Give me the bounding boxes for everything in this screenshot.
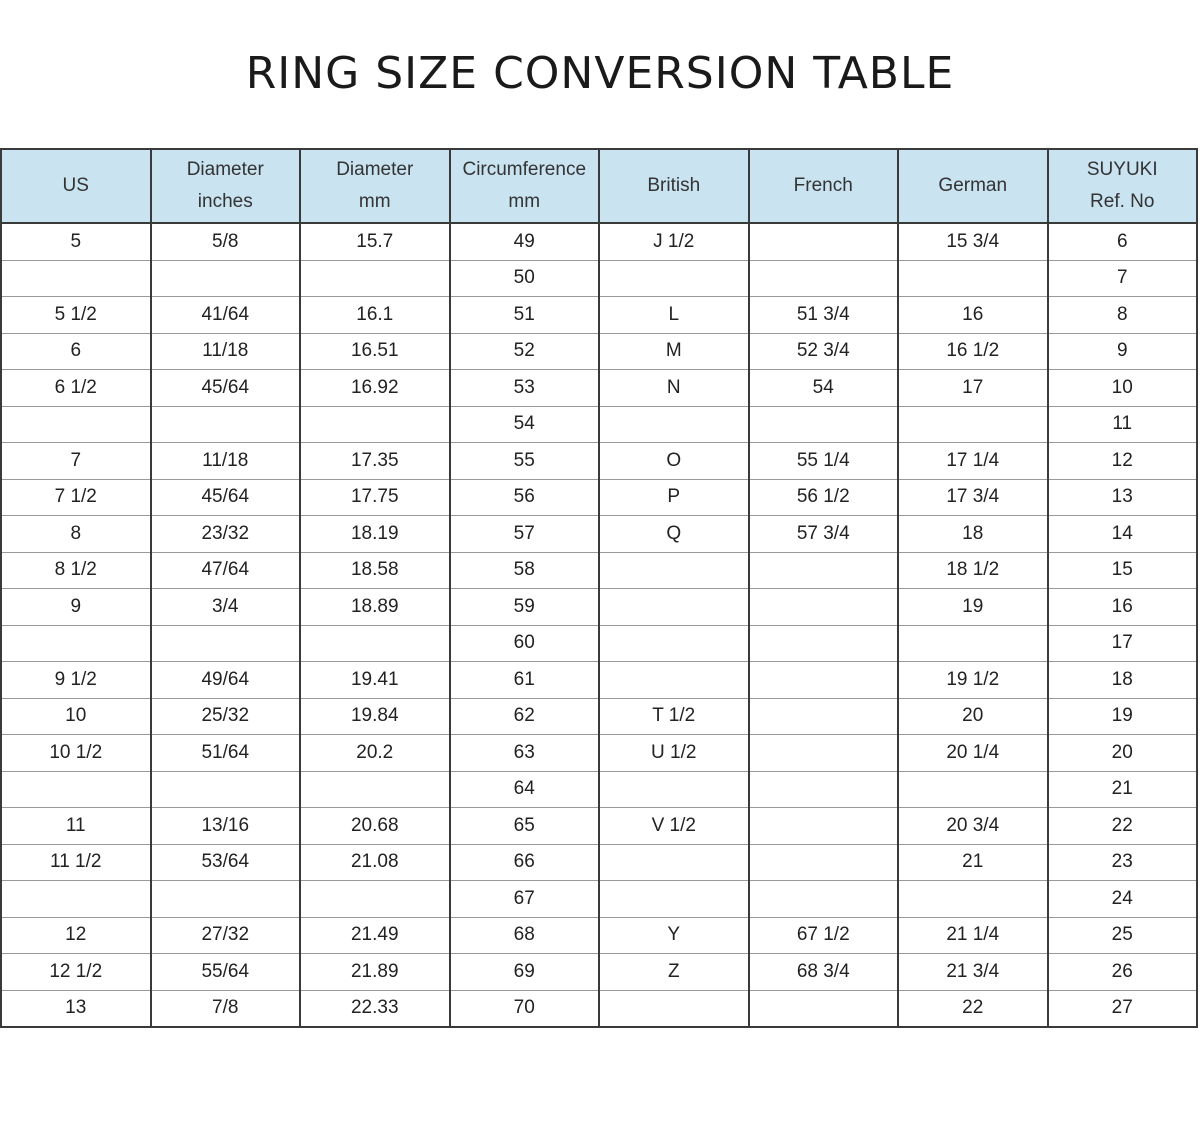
cell-british: P bbox=[599, 479, 749, 516]
cell-diameter-mm: 17.35 bbox=[300, 443, 450, 480]
cell-german: 21 3/4 bbox=[898, 954, 1048, 991]
cell-german: 18 bbox=[898, 516, 1048, 553]
cell-diameter-inches bbox=[151, 260, 301, 297]
cell-german: 15 3/4 bbox=[898, 223, 1048, 260]
cell-german: 20 3/4 bbox=[898, 808, 1048, 845]
table-row bbox=[1, 516, 1197, 553]
cell-german: 18 1/2 bbox=[898, 552, 1048, 589]
cell-diameter-mm: 19.84 bbox=[300, 698, 450, 735]
column-header-circumference-mm: Circumference mm bbox=[450, 149, 600, 223]
cell-german: 21 bbox=[898, 844, 1048, 881]
cell-us: 5 bbox=[1, 223, 151, 260]
cell-british: O bbox=[599, 443, 749, 480]
cell-suyuki-ref: 20 bbox=[1048, 735, 1198, 772]
table-row bbox=[1, 406, 1197, 443]
cell-british bbox=[599, 589, 749, 626]
cell-german: 17 bbox=[898, 370, 1048, 407]
cell-french bbox=[749, 589, 899, 626]
cell-diameter-mm: 18.89 bbox=[300, 589, 450, 626]
cell-british bbox=[599, 881, 749, 918]
page-title: RING SIZE CONVERSION TABLE bbox=[245, 48, 955, 99]
cell-us: 10 bbox=[1, 698, 151, 735]
cell-circumference-mm: 60 bbox=[450, 625, 600, 662]
table-row bbox=[1, 479, 1197, 516]
cell-french: 68 3/4 bbox=[749, 954, 899, 991]
cell-suyuki-ref: 27 bbox=[1048, 990, 1198, 1027]
cell-us bbox=[1, 771, 151, 808]
cell-diameter-mm: 15.7 bbox=[300, 223, 450, 260]
cell-suyuki-ref: 21 bbox=[1048, 771, 1198, 808]
table-row bbox=[1, 771, 1197, 808]
table-row bbox=[1, 881, 1197, 918]
cell-us: 7 1/2 bbox=[1, 479, 151, 516]
table-row bbox=[1, 844, 1197, 881]
cell-suyuki-ref: 13 bbox=[1048, 479, 1198, 516]
cell-circumference-mm: 58 bbox=[450, 552, 600, 589]
cell-british: T 1/2 bbox=[599, 698, 749, 735]
cell-suyuki-ref: 14 bbox=[1048, 516, 1198, 553]
cell-german: 16 1/2 bbox=[898, 333, 1048, 370]
cell-french bbox=[749, 662, 899, 699]
cell-suyuki-ref: 24 bbox=[1048, 881, 1198, 918]
cell-german: 17 1/4 bbox=[898, 443, 1048, 480]
cell-us: 8 1/2 bbox=[1, 552, 151, 589]
cell-circumference-mm: 56 bbox=[450, 479, 600, 516]
cell-us bbox=[1, 625, 151, 662]
cell-british: L bbox=[599, 297, 749, 334]
cell-diameter-inches: 23/32 bbox=[151, 516, 301, 553]
cell-french: 51 3/4 bbox=[749, 297, 899, 334]
cell-us bbox=[1, 260, 151, 297]
table-row bbox=[1, 260, 1197, 297]
table-row bbox=[1, 698, 1197, 735]
cell-french bbox=[749, 223, 899, 260]
cell-diameter-inches: 41/64 bbox=[151, 297, 301, 334]
cell-french: 52 3/4 bbox=[749, 333, 899, 370]
cell-us: 9 bbox=[1, 589, 151, 626]
cell-circumference-mm: 66 bbox=[450, 844, 600, 881]
table-row bbox=[1, 662, 1197, 699]
cell-us: 6 bbox=[1, 333, 151, 370]
column-header-french: French bbox=[749, 149, 899, 223]
cell-circumference-mm: 52 bbox=[450, 333, 600, 370]
cell-french: 57 3/4 bbox=[749, 516, 899, 553]
cell-circumference-mm: 69 bbox=[450, 954, 600, 991]
cell-us: 12 bbox=[1, 917, 151, 954]
cell-us: 11 bbox=[1, 808, 151, 845]
cell-circumference-mm: 54 bbox=[450, 406, 600, 443]
cell-german: 17 3/4 bbox=[898, 479, 1048, 516]
cell-circumference-mm: 55 bbox=[450, 443, 600, 480]
cell-us: 11 1/2 bbox=[1, 844, 151, 881]
header-row bbox=[1, 149, 1197, 223]
cell-diameter-inches: 27/32 bbox=[151, 917, 301, 954]
cell-diameter-inches bbox=[151, 771, 301, 808]
cell-circumference-mm: 59 bbox=[450, 589, 600, 626]
cell-suyuki-ref: 12 bbox=[1048, 443, 1198, 480]
cell-diameter-mm: 17.75 bbox=[300, 479, 450, 516]
cell-british: V 1/2 bbox=[599, 808, 749, 845]
cell-german: 21 1/4 bbox=[898, 917, 1048, 954]
cell-diameter-mm: 20.68 bbox=[300, 808, 450, 845]
cell-french bbox=[749, 260, 899, 297]
cell-us bbox=[1, 881, 151, 918]
cell-suyuki-ref: 9 bbox=[1048, 333, 1198, 370]
cell-diameter-inches: 45/64 bbox=[151, 370, 301, 407]
cell-diameter-mm: 18.58 bbox=[300, 552, 450, 589]
cell-british: Z bbox=[599, 954, 749, 991]
table-row bbox=[1, 443, 1197, 480]
cell-british bbox=[599, 771, 749, 808]
table-row bbox=[1, 808, 1197, 845]
cell-british: J 1/2 bbox=[599, 223, 749, 260]
cell-diameter-mm: 18.19 bbox=[300, 516, 450, 553]
cell-suyuki-ref: 18 bbox=[1048, 662, 1198, 699]
cell-french: 67 1/2 bbox=[749, 917, 899, 954]
cell-british: Y bbox=[599, 917, 749, 954]
cell-german: 22 bbox=[898, 990, 1048, 1027]
cell-british bbox=[599, 260, 749, 297]
cell-german bbox=[898, 260, 1048, 297]
table-row bbox=[1, 954, 1197, 991]
column-header-diameter-mm: Diameter mm bbox=[300, 149, 450, 223]
cell-diameter-mm bbox=[300, 260, 450, 297]
table-row bbox=[1, 552, 1197, 589]
cell-diameter-mm: 20.2 bbox=[300, 735, 450, 772]
cell-french bbox=[749, 881, 899, 918]
cell-british bbox=[599, 625, 749, 662]
cell-diameter-mm: 16.51 bbox=[300, 333, 450, 370]
cell-british bbox=[599, 662, 749, 699]
column-header-british: British bbox=[599, 149, 749, 223]
table-row bbox=[1, 625, 1197, 662]
cell-diameter-inches bbox=[151, 406, 301, 443]
cell-suyuki-ref: 7 bbox=[1048, 260, 1198, 297]
cell-diameter-inches: 13/16 bbox=[151, 808, 301, 845]
column-header-suyuki-ref: SUYUKI Ref. No bbox=[1048, 149, 1198, 223]
cell-suyuki-ref: 8 bbox=[1048, 297, 1198, 334]
table-row bbox=[1, 297, 1197, 334]
cell-diameter-inches bbox=[151, 625, 301, 662]
cell-british: N bbox=[599, 370, 749, 407]
cell-suyuki-ref: 6 bbox=[1048, 223, 1198, 260]
cell-us: 7 bbox=[1, 443, 151, 480]
cell-french bbox=[749, 698, 899, 735]
table-row bbox=[1, 370, 1197, 407]
table-row bbox=[1, 735, 1197, 772]
cell-diameter-inches: 47/64 bbox=[151, 552, 301, 589]
cell-german: 19 1/2 bbox=[898, 662, 1048, 699]
cell-diameter-inches bbox=[151, 881, 301, 918]
cell-german bbox=[898, 406, 1048, 443]
cell-circumference-mm: 64 bbox=[450, 771, 600, 808]
cell-circumference-mm: 51 bbox=[450, 297, 600, 334]
cell-french bbox=[749, 808, 899, 845]
cell-german: 19 bbox=[898, 589, 1048, 626]
cell-circumference-mm: 62 bbox=[450, 698, 600, 735]
cell-suyuki-ref: 16 bbox=[1048, 589, 1198, 626]
cell-british bbox=[599, 552, 749, 589]
cell-diameter-inches: 5/8 bbox=[151, 223, 301, 260]
cell-diameter-mm: 19.41 bbox=[300, 662, 450, 699]
cell-diameter-mm: 16.1 bbox=[300, 297, 450, 334]
cell-suyuki-ref: 10 bbox=[1048, 370, 1198, 407]
cell-suyuki-ref: 23 bbox=[1048, 844, 1198, 881]
cell-diameter-inches: 11/18 bbox=[151, 333, 301, 370]
cell-diameter-inches: 53/64 bbox=[151, 844, 301, 881]
table-row bbox=[1, 333, 1197, 370]
cell-us: 6 1/2 bbox=[1, 370, 151, 407]
table-row bbox=[1, 990, 1197, 1027]
cell-diameter-mm: 21.08 bbox=[300, 844, 450, 881]
column-header-german: German bbox=[898, 149, 1048, 223]
cell-us: 9 1/2 bbox=[1, 662, 151, 699]
cell-circumference-mm: 63 bbox=[450, 735, 600, 772]
cell-suyuki-ref: 11 bbox=[1048, 406, 1198, 443]
table-row bbox=[1, 917, 1197, 954]
cell-circumference-mm: 50 bbox=[450, 260, 600, 297]
cell-diameter-mm: 21.49 bbox=[300, 917, 450, 954]
cell-suyuki-ref: 22 bbox=[1048, 808, 1198, 845]
cell-us: 5 1/2 bbox=[1, 297, 151, 334]
column-header-diameter-inches: Diameter inches bbox=[151, 149, 301, 223]
cell-diameter-mm bbox=[300, 625, 450, 662]
cell-french bbox=[749, 552, 899, 589]
cell-us: 12 1/2 bbox=[1, 954, 151, 991]
cell-circumference-mm: 67 bbox=[450, 881, 600, 918]
cell-german: 16 bbox=[898, 297, 1048, 334]
cell-french bbox=[749, 625, 899, 662]
cell-french bbox=[749, 990, 899, 1027]
cell-german: 20 bbox=[898, 698, 1048, 735]
cell-diameter-mm: 16.92 bbox=[300, 370, 450, 407]
cell-diameter-inches: 51/64 bbox=[151, 735, 301, 772]
cell-diameter-inches: 3/4 bbox=[151, 589, 301, 626]
cell-us bbox=[1, 406, 151, 443]
cell-diameter-inches: 45/64 bbox=[151, 479, 301, 516]
cell-french: 56 1/2 bbox=[749, 479, 899, 516]
cell-german bbox=[898, 625, 1048, 662]
cell-british bbox=[599, 406, 749, 443]
cell-diameter-mm: 21.89 bbox=[300, 954, 450, 991]
cell-british: Q bbox=[599, 516, 749, 553]
cell-french bbox=[749, 844, 899, 881]
cell-diameter-mm bbox=[300, 771, 450, 808]
cell-us: 10 1/2 bbox=[1, 735, 151, 772]
cell-circumference-mm: 61 bbox=[450, 662, 600, 699]
cell-german bbox=[898, 771, 1048, 808]
cell-diameter-inches: 55/64 bbox=[151, 954, 301, 991]
cell-british bbox=[599, 844, 749, 881]
cell-british: M bbox=[599, 333, 749, 370]
cell-circumference-mm: 65 bbox=[450, 808, 600, 845]
table-row bbox=[1, 223, 1197, 260]
cell-circumference-mm: 57 bbox=[450, 516, 600, 553]
cell-german bbox=[898, 881, 1048, 918]
cell-french bbox=[749, 771, 899, 808]
ring-size-table bbox=[0, 148, 1198, 1028]
cell-suyuki-ref: 25 bbox=[1048, 917, 1198, 954]
cell-suyuki-ref: 15 bbox=[1048, 552, 1198, 589]
cell-diameter-mm bbox=[300, 881, 450, 918]
cell-diameter-inches: 49/64 bbox=[151, 662, 301, 699]
cell-suyuki-ref: 26 bbox=[1048, 954, 1198, 991]
cell-diameter-mm bbox=[300, 406, 450, 443]
cell-circumference-mm: 70 bbox=[450, 990, 600, 1027]
cell-circumference-mm: 68 bbox=[450, 917, 600, 954]
cell-suyuki-ref: 19 bbox=[1048, 698, 1198, 735]
cell-us: 13 bbox=[1, 990, 151, 1027]
cell-british: U 1/2 bbox=[599, 735, 749, 772]
cell-diameter-inches: 7/8 bbox=[151, 990, 301, 1027]
cell-suyuki-ref: 17 bbox=[1048, 625, 1198, 662]
cell-circumference-mm: 49 bbox=[450, 223, 600, 260]
table-row bbox=[1, 589, 1197, 626]
cell-french: 55 1/4 bbox=[749, 443, 899, 480]
cell-us: 8 bbox=[1, 516, 151, 553]
table-body bbox=[1, 223, 1197, 1027]
column-header-us: US bbox=[1, 149, 151, 223]
cell-diameter-inches: 25/32 bbox=[151, 698, 301, 735]
cell-british bbox=[599, 990, 749, 1027]
cell-circumference-mm: 53 bbox=[450, 370, 600, 407]
cell-french bbox=[749, 735, 899, 772]
cell-diameter-mm: 22.33 bbox=[300, 990, 450, 1027]
cell-diameter-inches: 11/18 bbox=[151, 443, 301, 480]
cell-french bbox=[749, 406, 899, 443]
cell-french: 54 bbox=[749, 370, 899, 407]
cell-german: 20 1/4 bbox=[898, 735, 1048, 772]
